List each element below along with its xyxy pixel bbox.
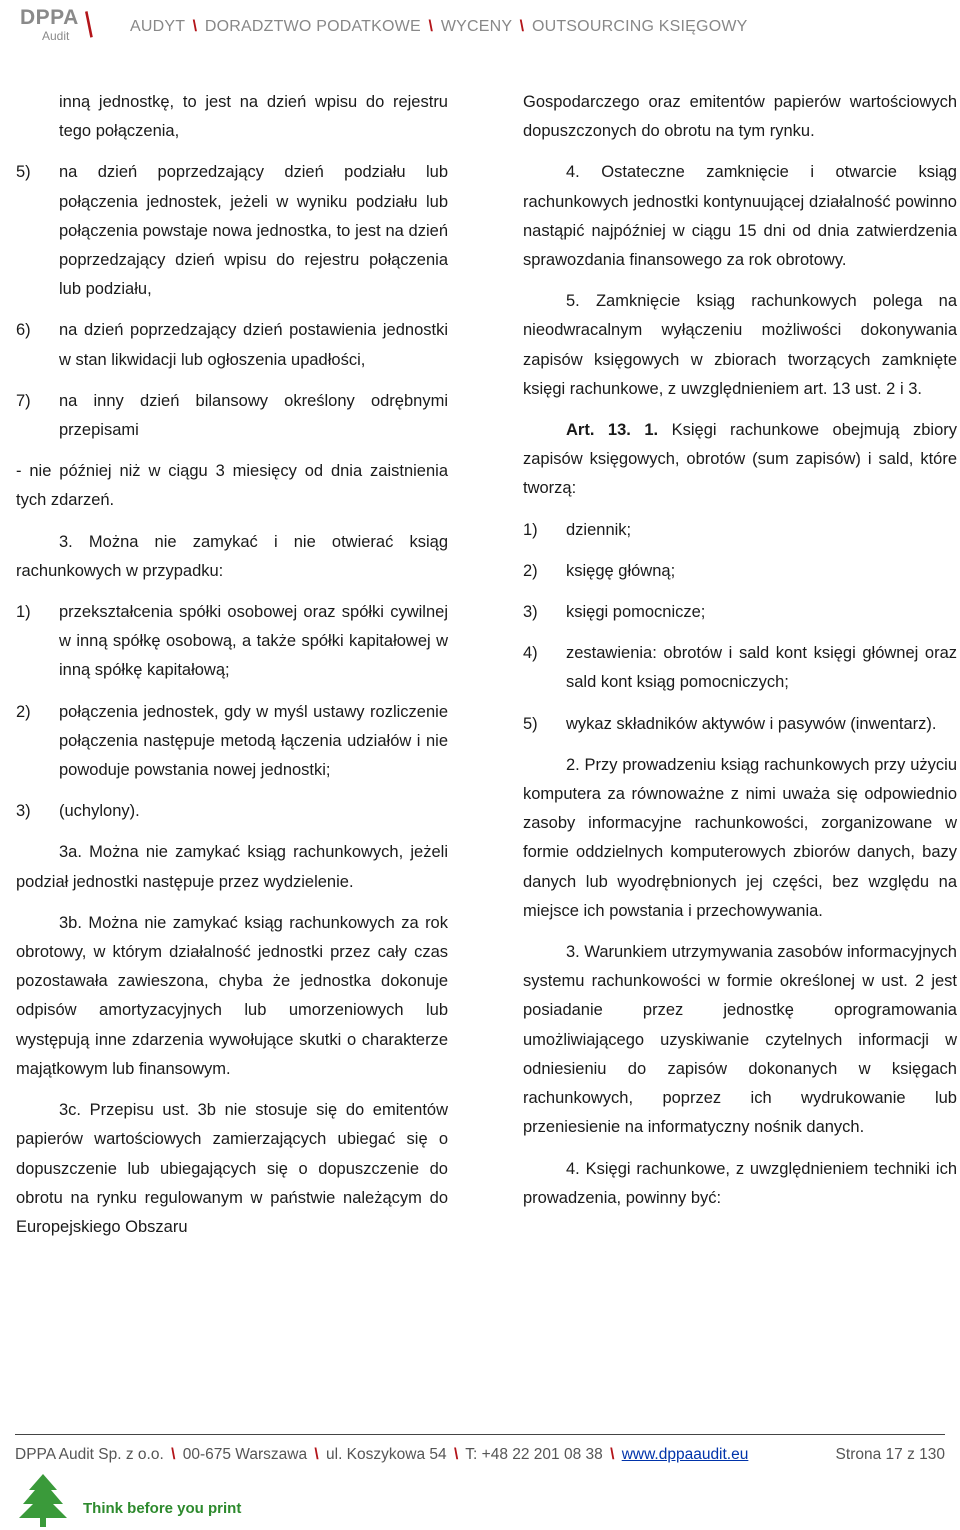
list-text: połączenia jednostek, gdy w myśl ustawy rozliczenie połączenia następuje metodą łączenia udziałów i nie powoduje powstania nowej jednostki; [59,702,448,780]
paragraph-3a: 3a. Można nie zamykać ksiąg rachunkowych, jeżeli podział jednostki następuje przez wydzielenie. [16,843,448,891]
list-item [523,710,957,739]
footer-phone: T: +48 22 201 08 38 [465,1446,603,1463]
page-header [0,0,960,52]
left-column [16,88,448,1254]
list-number: 2) [16,702,31,721]
website-link[interactable]: www.dppaaudit.eu [621,1446,749,1463]
list-text: dziennik; [566,520,632,539]
footer-address: 00-675 Warszawa [182,1446,308,1463]
footer-divider [15,1434,945,1435]
page-footer [15,1446,945,1464]
list-item [16,316,448,374]
books-list [523,516,957,739]
separator: \ [610,1446,615,1463]
logo-text: DPPA [20,6,79,29]
tree-icon [15,1472,71,1528]
list-item-continuation: inną jednostkę, to jest na dzień wpisu do rejestru tego połączenia, [59,93,448,141]
article-13-intro [523,416,957,504]
list-item [16,598,448,686]
list-text: na dzień poprzedzający dzień podziału lub połączenia jednostek, jeżeli w wyniku podziału lub połączenia powstaje nowa jednostka, to jest na dzień poprzedzający dzień wpisu do rejestru połączenia lub podziału, [59,163,448,299]
separator: \ [192,18,198,35]
list-number: 2) [523,561,538,580]
paragraph-continuation: Gospodarczego oraz emitentów papierów wartościowych dopuszczonych do obrotu na tym rynku. [523,93,957,141]
list-number: 7) [16,391,31,410]
list-number: 6) [16,321,31,340]
list-text: przekształcenia spółki osobowej oraz spółki cywilnej w inną spółkę osobową, a także spółki kapitałowej w inną spółkę kapitałową; [59,603,448,680]
list-text: wykaz składników aktywów i pasywów (inwentarz). [566,714,937,733]
list-text: księgę główną; [566,561,676,580]
closing-dates-list [16,158,448,445]
list-item [523,516,957,545]
logo-subtext: Audit [42,29,70,43]
header-service-outsourcing: OUTSOURCING KSIĘGOWY [531,18,748,35]
header-services [130,18,748,36]
paragraph-4: 4. Ostateczne zamknięcie i otwarcie ksiąg rachunkowych jednostki kontynuującej działalność powinno nastąpić najpóźniej w ciągu 15 dni od dnia zatwierdzenia sprawozdania finansowego za rok obrotowy. [523,163,957,270]
list-number: 5) [16,163,31,182]
separator: \ [453,1446,459,1463]
separator: \ [428,18,434,35]
article-13-paragraph-2: 2. Przy prowadzeniu ksiąg rachunkowych przy użyciu komputera za równoważne z nimi uważa się odpowiednio zasoby informacyjne rachunkowości, zorganizowane w formie oddzielnych komputerowych zbiorów danych, bazy danych lub wyodrębnionych jej części, bez względu na miejsce ich powstania i przechowywania. [523,755,957,920]
list-item [16,387,448,445]
list-number: 1) [523,520,538,539]
list-number: 4) [523,644,538,663]
paragraph-3c: 3c. Przepisu ust. 3b nie stosuje się do emitentów papierów wartościowych zamierzających ubiegać się o dopuszczenie lub ubiegających się o dopuszczenie do obrotu na rynku regulowanym w państwie należącym do Europejskiego Obszaru [16,1101,448,1236]
page-number: Strona 17 z 130 [835,1446,945,1463]
paragraph-5: 5. Zamknięcie ksiąg rachunkowych polega na nieodwracalnym wyłączeniu możliwości dokonywania zapisów księgowych w zbiorach tworzących zamknięte księgi rachunkowe, z uwzględnieniem art. 13 ust. 2 i 3. [523,292,957,398]
list-number: 3) [16,802,31,821]
list-item [16,698,448,786]
separator: \ [519,18,525,35]
header-service-audyt: AUDYT [130,18,185,35]
list-item [16,797,448,826]
list-item [523,639,957,697]
list-text: na dzień poprzedzający dzień postawienia jednostki w stan likwidacji lub ogłoszenia upadłości, [59,321,448,369]
list-item [16,158,448,304]
article-label: Art. 13. 1. [566,421,659,440]
dppa-logo [20,3,100,48]
list-number: 1) [16,603,31,622]
footer-street: ul. Koszykowa 54 [326,1446,447,1463]
footer-company: DPPA Audit Sp. z o.o. [15,1446,164,1463]
list-text: księgi pomocnicze; [566,603,706,622]
list-text: na inny dzień bilansowy określony odrębnymi przepisami [59,391,448,440]
deadline-paragraph: - nie później niż w ciągu 3 miesięcy od dnia zaistnienia tych zdarzeń. [16,462,448,510]
paragraph-3: 3. Można nie zamykać i nie otwierać ksiąg rachunkowych w przypadku: [16,532,448,580]
slogan: Think before you print [83,1500,242,1517]
article-13-paragraph-3: 3. Warunkiem utrzymywania zasobów informacyjnych systemu rachunkowości w formie określonej w ust. 2 jest posiadanie przez jednostkę oprogramowania umożliwiającego uzyskiwanie czytelnych informacji w odniesieniu do zapisów dokonanych w księgach rachunkowych, poprzez ich wydrukowanie lub przeniesienie na informatyczny nośnik danych. [523,943,957,1137]
list-item [523,557,957,586]
logo-slash-mark: \ [84,3,94,46]
header-service-wyceny: WYCENY [440,18,512,35]
list-item [523,598,957,627]
header-service-doradztwo: DORADZTWO PODATKOWE [204,18,421,35]
list-number: 3) [523,603,538,622]
separator: \ [314,1446,319,1463]
article-13-paragraph-4: 4. Księgi rachunkowe, z uwzględnieniem techniki ich prowadzenia, powinny być: [523,1159,957,1207]
separator: \ [171,1446,176,1463]
right-column [523,88,957,1225]
paragraph-3b: 3b. Można nie zamykać ksiąg rachunkowych za rok obrotowy, w którym działalność jednostki przez cały czas pozostawała zawieszona, chyba że jednostka dokonuje odpisów amortyzacyjnych lub umorzeniowych lub występują inne zdarzenia wywołujące skutki o charakterze majątkowym lub finansowym. [16,913,448,1078]
exceptions-list [16,598,448,826]
list-number: 5) [523,714,538,733]
list-text: (uchylony). [59,802,140,821]
article-text: Księgi rachunkowe obejmują zbiory zapisów księgowych, obrotów (sum zapisów) i sald, które tworzą: [523,421,957,498]
list-text: zestawienia: obrotów i sald kont księgi głównej oraz sald kont ksiąg pomocniczych; [566,644,957,692]
